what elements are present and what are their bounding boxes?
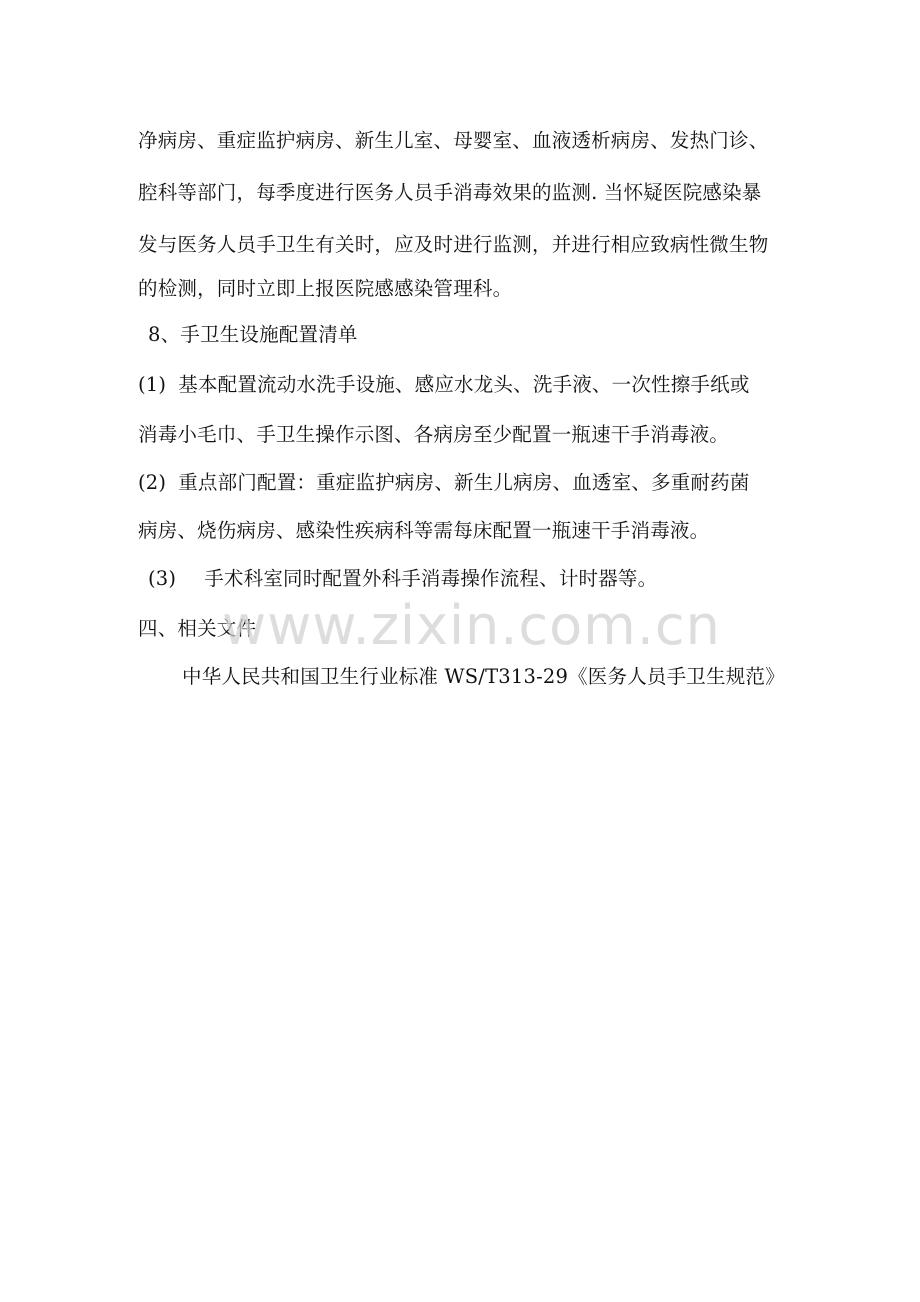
watermark: www.zixin.com.cn — [222, 594, 721, 657]
list-item-1 — [138, 372, 750, 398]
section-heading-4: 四、相关文件 — [138, 617, 257, 640]
list-item-text: 重点部门配置：重症监护病房、新生儿病房、血透室、多重耐药菌 — [178, 471, 750, 494]
paragraph-line: 发与医务人员手卫生有关时，应及时进行监测，并进行相应致病性微生物 — [138, 233, 769, 256]
list-item-text: 基本配置流动水洗手设施、感应水龙头、洗手液、一次性擦手纸或 — [178, 373, 750, 396]
list-item-text: 手术科室同时配置外科手消毒操作流程、计时器等。 — [204, 567, 658, 590]
list-item-2-continuation: 病房、烧伤病房、感染性疾病科等需每床配置一瓶速干手消毒液。 — [138, 519, 710, 542]
list-item-number: (1) — [138, 373, 167, 396]
list-item-1-continuation: 消毒小毛巾、手卫生操作示图、各病房至少配置一瓶速干手消毒液。 — [138, 423, 730, 446]
reference-line: 中华人民共和国卫生行业标准 WS/T313-29《医务人员手卫生规范》 — [182, 665, 785, 688]
paragraph-line: 净病房、重症监护病房、新生儿室、母婴室、血液透析病房、发热门诊、 — [138, 129, 769, 152]
list-item-number: (3) — [148, 567, 177, 590]
list-item-number: (2) — [138, 471, 167, 494]
list-item-2 — [138, 470, 750, 496]
paragraph-line: 的检测，同时立即上报医院感感染管理科。 — [138, 277, 513, 300]
list-item-3 — [148, 566, 657, 592]
paragraph-line: 腔科等部门，每季度进行医务人员手消毒效果的监测. 当怀疑医院感染暴 — [138, 181, 762, 204]
section-heading-8: 8、手卫生设施配置清单 — [148, 323, 358, 346]
